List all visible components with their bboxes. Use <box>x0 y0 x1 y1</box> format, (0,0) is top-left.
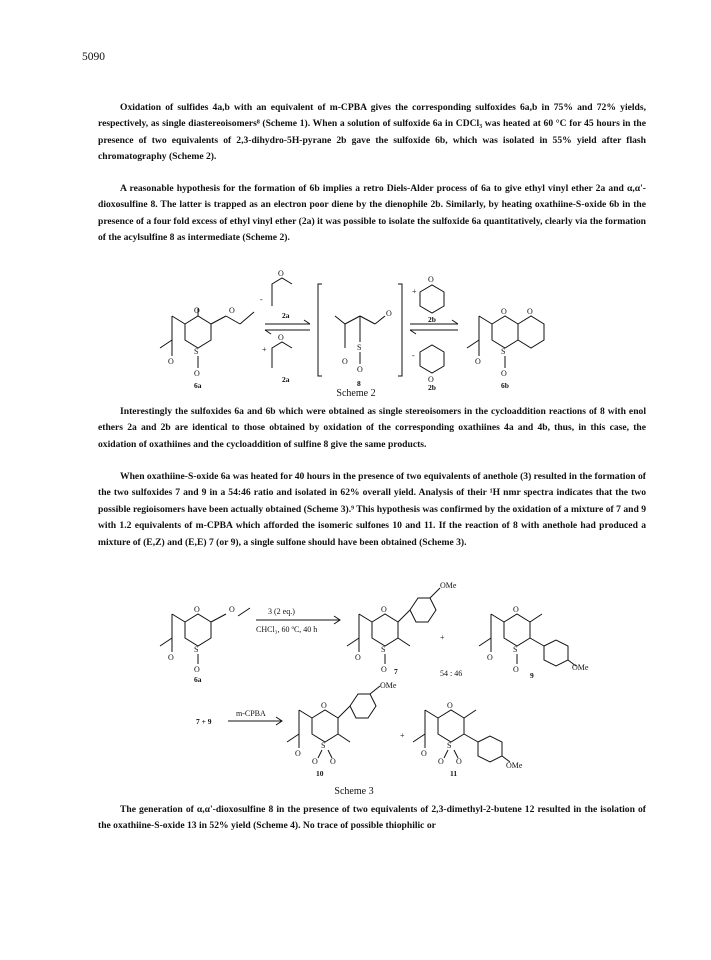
svg-text:S: S <box>194 347 199 356</box>
svg-text:S: S <box>501 347 506 356</box>
ome-label-10: OMe <box>380 681 397 690</box>
scheme-2-diagram <box>0 269 711 392</box>
compound-6a <box>160 306 254 390</box>
svg-text:O: O <box>229 306 235 315</box>
reaction-arrow-2 <box>228 709 282 725</box>
label-7: 7 <box>394 667 398 676</box>
svg-text:O: O <box>487 653 493 662</box>
svg-text:O: O <box>278 333 284 342</box>
compound-6b <box>467 307 544 390</box>
label-2b-bottom: 2b <box>428 383 436 392</box>
svg-text:O: O <box>475 357 481 366</box>
svg-text:O: O <box>194 665 200 674</box>
compound-7 <box>347 581 457 676</box>
svg-text:O: O <box>386 309 392 318</box>
svg-text:-: - <box>260 295 263 304</box>
label-10: 10 <box>316 769 324 778</box>
svg-text:O: O <box>428 275 434 284</box>
reagent-2a <box>260 269 310 384</box>
svg-text:S: S <box>194 645 199 654</box>
reagent-anethole: 3 (2 eq.) <box>268 607 295 616</box>
reactants-7-9: 7 + 9 <box>196 717 212 726</box>
svg-text:O: O <box>330 757 336 766</box>
intermediate-8 <box>318 284 402 388</box>
scheme-3-diagram <box>0 578 711 778</box>
svg-text:+: + <box>412 287 417 296</box>
scheme-2-caption: Scheme 2 <box>336 388 376 399</box>
plus-sign-2: + <box>400 731 405 740</box>
svg-text:O: O <box>321 701 327 710</box>
svg-text:+: + <box>262 345 267 354</box>
label-2a-bottom: 2a <box>282 375 290 384</box>
svg-text:O: O <box>421 749 427 758</box>
svg-text:S: S <box>447 741 452 750</box>
compound-11 <box>413 701 523 778</box>
compound-6a-s3 <box>160 605 250 684</box>
paragraph-3: Interestingly the sulfoxides 6a and 6b which were obtained as single stereoisomers in the cycloaddition reactions of 8 with enol ethers 2a and 2b are identical to those obtained by oxidation of the corresponding oxathiines 4a and 4b, thus, in this case, the oxidation of oxathiines and the cycloaddition of sulfine 8 give the same products. <box>98 406 646 450</box>
svg-text:-: - <box>412 351 415 360</box>
paragraph-4: When oxathiine-S-oxide 6a was heated for 40 hours in the presence of two equivalents of anethole (3) resulted in the formation of the two sulfoxides 7 and 9 in a 54:46 ratio and isolated in 62% overall yield. Analysis of their ¹H nmr spectra indicates that the two possible regioisomers have been actually obtained (Scheme 3).⁹ This hypothesis was confirmed by the oxidation of a mixture of 7 and 9 with 1.2 equivalents of m-CPBA which afforded the isomeric sulfones 10 and 11. If the reaction of 8 with anethole had produced a mixture of (E,Z) and (E,E) 7 (or 9), a single sulfone should have been obtained (Scheme 3). <box>98 471 646 548</box>
label-6b: 6b <box>501 381 509 390</box>
isomer-ratio: 54 : 46 <box>440 669 463 678</box>
svg-text:O: O <box>381 665 387 674</box>
paragraph-1: Oxidation of sulfides 4a,b with an equivalent of m-CPBA gives the corresponding sulfoxides 6a,b in 75% and 72% yields, respectively, as single diastereoisomers⁸ (Scheme 1). When a solution of sulfoxide 6a in CDCl₃ was heated at 60 °C for 45 hours in the presence of two equivalents of 2,3-dihydro-5H-pyrane 2b gave the sulfoxide 6b, which was isolated in 55% yield after flash chromatography (Scheme 2). <box>98 102 646 163</box>
svg-text:O: O <box>527 307 533 316</box>
reaction-conditions: CHCl₃, 60 ºC, 40 h <box>256 625 318 634</box>
ome-label-7: OMe <box>440 581 457 590</box>
scheme-3-caption: Scheme 3 <box>334 786 374 797</box>
paragraph-2: A reasonable hypothesis for the formation of 6b implies a retro Diels-Alder process of 6a to give ethyl vinyl ether 2a and α,α'-dioxosulfine 8. The latter is trapped as an electron poor diene by the dienophile 2b. Similarly, by heating oxathiine-S-oxide 6b in the presence of a four fold excess of ethyl vinyl ether (2a) it was possible to isolate the sulfoxide 6a quantitatively, clearly via the formation of the acylsulfine 8 as intermediate (Scheme 2). <box>98 183 646 244</box>
label-6a-s3: 6a <box>194 675 202 684</box>
svg-text:O: O <box>501 307 507 316</box>
plus-sign-1: + <box>440 633 445 642</box>
page-number: 5090 <box>82 51 105 63</box>
svg-text:O: O <box>357 365 363 374</box>
reagent-mcpba: m-CPBA <box>236 709 266 718</box>
ome-label-9: OMe <box>572 663 589 672</box>
svg-text:O: O <box>438 757 444 766</box>
label-2a-top: 2a <box>282 311 290 320</box>
atom-o: O <box>194 306 200 315</box>
svg-text:O: O <box>295 749 301 758</box>
svg-text:S: S <box>381 645 386 654</box>
svg-text:O: O <box>513 665 519 674</box>
svg-text:O: O <box>501 369 507 378</box>
svg-text:O: O <box>513 605 519 614</box>
ome-label-11: OMe <box>506 761 523 770</box>
svg-text:O: O <box>381 605 387 614</box>
svg-text:O: O <box>428 375 434 384</box>
svg-text:O: O <box>342 357 348 366</box>
svg-text:O: O <box>312 757 318 766</box>
compound-10 <box>287 681 397 778</box>
label-11: 11 <box>450 769 458 778</box>
svg-text:O: O <box>194 369 200 378</box>
label-8: 8 <box>357 379 361 388</box>
paragraph-5: The generation of α,α'-dioxosulfine 8 in the presence of two equivalents of 2,3-dimethyl-2-butene 12 resulted in the isolation of the oxathiine-S-oxide 13 in 52% yield (Scheme 4). No trace of possible thiophilic or <box>98 804 646 832</box>
compound-9 <box>479 605 589 680</box>
svg-text:O: O <box>229 605 235 614</box>
svg-text:O: O <box>456 757 462 766</box>
reagent-2b <box>410 275 458 392</box>
svg-text:O: O <box>168 653 174 662</box>
label-6a: 6a <box>194 381 202 390</box>
label-9: 9 <box>530 671 534 680</box>
reaction-arrow-1 <box>256 607 340 634</box>
svg-text:S: S <box>513 645 518 654</box>
svg-text:O: O <box>355 653 361 662</box>
svg-text:S: S <box>357 343 362 352</box>
label-2b-top: 2b <box>428 315 436 324</box>
svg-text:O: O <box>194 605 200 614</box>
svg-text:S: S <box>321 741 326 750</box>
svg-text:O: O <box>168 357 174 366</box>
svg-text:O: O <box>278 269 284 278</box>
svg-text:O: O <box>447 701 453 710</box>
